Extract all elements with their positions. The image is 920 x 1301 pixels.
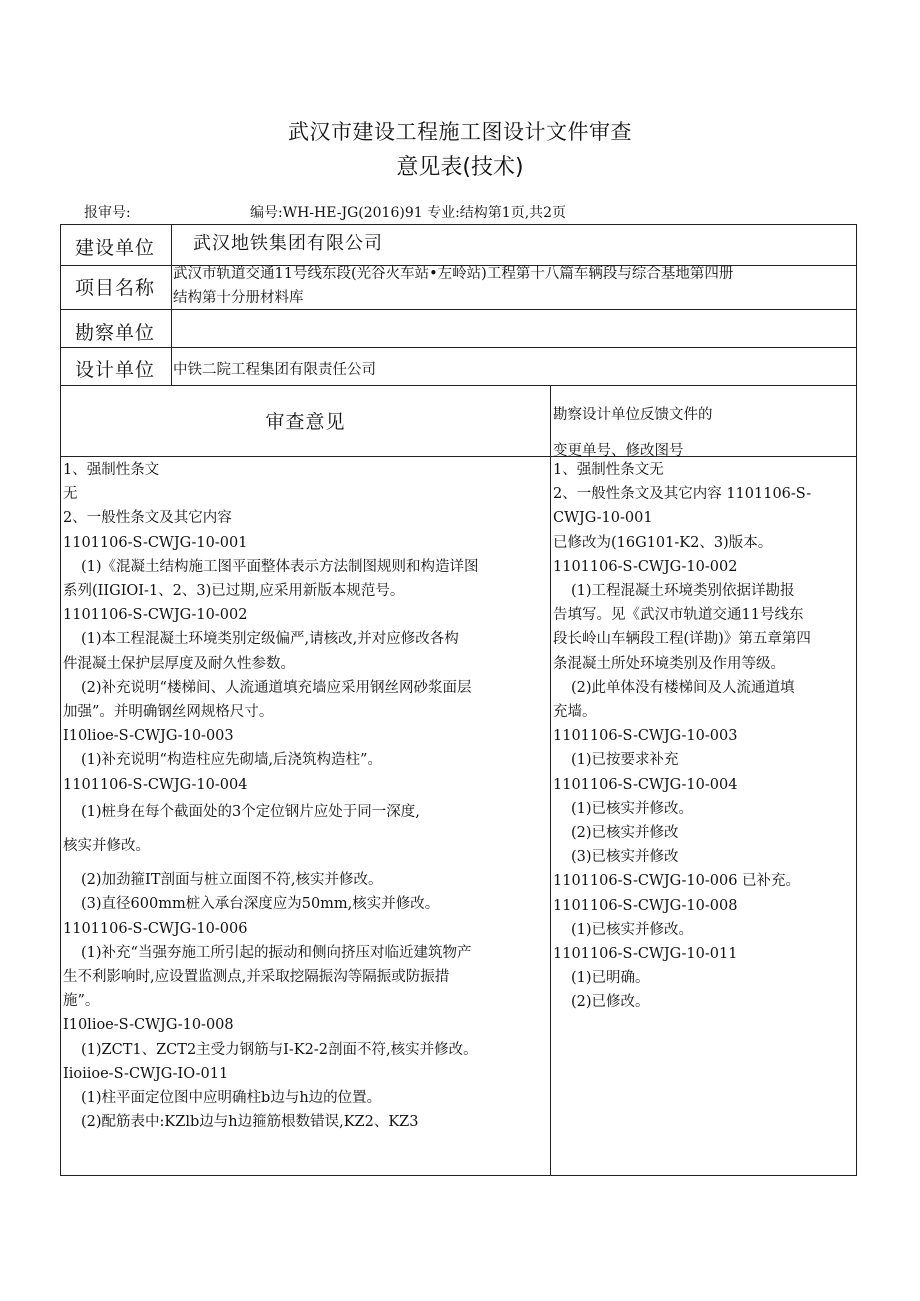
opinion-line: (2)补充说明“楼梯间、人流通道填充墙应采用钢丝网砂浆面层	[81, 679, 472, 696]
opinion-line: (1)ZCT1、ZCT2主受力钢筋与I-K2-2剖面不符,核实并修改。	[81, 1041, 478, 1058]
opinion-line: (1)桩身在每个截面处的3个定位钢片应处于同一深度,	[81, 803, 420, 820]
opinion-line: 件混凝土保护层厚度及耐久性参数。	[63, 655, 295, 672]
opinion-line: I10lioe-S-CWJG-10-003	[63, 728, 234, 745]
opinion-line: (1)补充说明“构造柱应先砌墙,后浇筑构造柱”。	[81, 752, 382, 769]
feedback-line: (2)此单体没有楼梯间及人流通道填	[571, 679, 795, 696]
opinion-line: (1)《混凝土结构施工图平面整体表示方法制图规则和构造详图	[81, 558, 479, 575]
opinion-line: 核实并修改。	[63, 838, 150, 855]
opinion-line: 2、一般性条文及其它内容	[63, 510, 232, 527]
opinion-line: 生不利影响时,应设置监测点,并采取挖隔振沟等隔振或防振措	[63, 969, 450, 986]
document-info: 编号:WH-HE-JG(2016)91 专业:结构第1页,共2页	[250, 205, 567, 221]
project-name-label: 项目名称	[75, 277, 156, 299]
feedback-line: 2、一般性条文及其它内容 1101106-S-	[553, 486, 812, 503]
opinion-line: (1)补充“当强夯施工所引起的振动和侧向挤压对临近建筑物产	[81, 944, 472, 961]
project-name-line: 结构第十分册材料库	[173, 290, 304, 306]
opinion-line: (2)加劲箍IT剖面与桩立面图不符,核实并修改。	[81, 872, 383, 889]
opinion-line: 1101106-S-CWJG-10-002	[63, 607, 248, 624]
feedback-line: 1101106-S-CWJG-10-008	[553, 897, 738, 914]
feedback-line: 1101106-S-CWJG-10-006 已补充。	[553, 873, 801, 890]
row-divider	[61, 347, 856, 348]
feedback-line: (1)已按要求补充	[571, 752, 679, 769]
opinion-line: 1、强制性条文	[63, 462, 160, 478]
feedback-line: (1)已核实并修改。	[571, 800, 694, 817]
review-opinion-table	[60, 224, 857, 1176]
review-opinion-list	[63, 458, 550, 1134]
review-number-label: 报审号:	[84, 205, 131, 221]
opinion-line: (2)配筋表中:KZlb边与h边箍筋根数错误,KZ2、KZ3	[81, 1114, 419, 1131]
feedback-line: (1)已核实并修改。	[571, 921, 694, 938]
feedback-heading-line: 变更单号、修改图号	[553, 443, 684, 459]
design-unit-label: 设计单位	[75, 359, 156, 381]
opinion-line: 施”。	[63, 993, 100, 1010]
feedback-line: 条混凝土所处环境类别及作用等级。	[553, 655, 785, 672]
opinion-line: Iioiioe-S-CWJG-IO-011	[63, 1065, 229, 1082]
feedback-line: (2)已修改。	[571, 994, 650, 1011]
opinion-line: (1)本工程混凝土环境类别定级偏严,请核改,并对应修改各构	[81, 631, 459, 648]
label-column-divider	[171, 225, 172, 385]
feedback-heading-line: 勘察设计单位反馈文件的	[553, 407, 713, 423]
construction-unit-label: 建设单位	[75, 237, 156, 259]
feedback-line: 充墙。	[553, 704, 597, 721]
opinion-line: 系列(IIGIOI-1、2、3)已过期,应采用新版本规范号。	[63, 583, 405, 600]
project-name-value	[173, 262, 733, 310]
feedback-line: (1)已明确。	[571, 970, 650, 987]
feedback-line: 段长岭山车辆段工程(详勘)》第五章第四	[553, 631, 811, 648]
feedback-line: (2)已核实并修改	[571, 825, 679, 842]
construction-unit-value: 武汉地铁集团有限公司	[193, 233, 383, 254]
feedback-line: 1101106-S-CWJG-10-003	[553, 728, 738, 745]
feedback-line: 1、强制性条文无	[553, 462, 664, 478]
survey-unit-label: 勘察单位	[75, 322, 156, 344]
opinion-line: 1101106-S-CWJG-10-006	[63, 920, 248, 937]
review-opinion-heading: 审查意见	[265, 411, 346, 433]
opinion-line: 1101106-S-CWJG-10-001	[63, 534, 248, 551]
feedback-line: (3)已核实并修改	[571, 849, 679, 866]
opinion-column-divider	[550, 385, 551, 1175]
design-unit-value: 中铁二院工程集团有限责任公司	[173, 362, 376, 378]
feedback-list	[553, 458, 853, 1015]
feedback-line: CWJG-10-001	[553, 510, 653, 527]
row-divider	[61, 385, 856, 386]
opinion-line: 加强”。并明确钢丝网规格尺寸。	[63, 704, 274, 721]
feedback-line: (1)工程混凝土环境类别依据详勘报	[571, 583, 795, 600]
feedback-line: 已修改为(16G101-K2、3)版本。	[553, 534, 773, 551]
feedback-line: 1101106-S-CWJG-10-004	[553, 776, 738, 793]
opinion-line: 1101106-S-CWJG-10-004	[63, 776, 248, 793]
feedback-line: 1101106-S-CWJG-10-011	[553, 946, 738, 963]
opinion-line: 无	[63, 486, 78, 503]
page-subtitle: 意见表(技术)	[396, 155, 524, 180]
feedback-line: 告填写。见《武汉市轨道交通11号线东	[553, 607, 804, 624]
page-title: 武汉市建设工程施工图设计文件审查	[288, 120, 632, 144]
feedback-line: 1101106-S-CWJG-10-002	[553, 558, 738, 575]
project-name-line: 武汉市轨道交通11号线东段(光谷火车站•左岭站)工程第十八篇车辆段与综合基地第四册	[173, 266, 734, 282]
opinion-line: (3)直径600mm桩入承台深度应为50mm,核实并修改。	[81, 896, 440, 913]
opinion-line: (1)柱平面定位图中应明确柱b边与h边的位置。	[81, 1090, 382, 1107]
opinion-line: I10lioe-S-CWJG-10-008	[63, 1017, 234, 1034]
